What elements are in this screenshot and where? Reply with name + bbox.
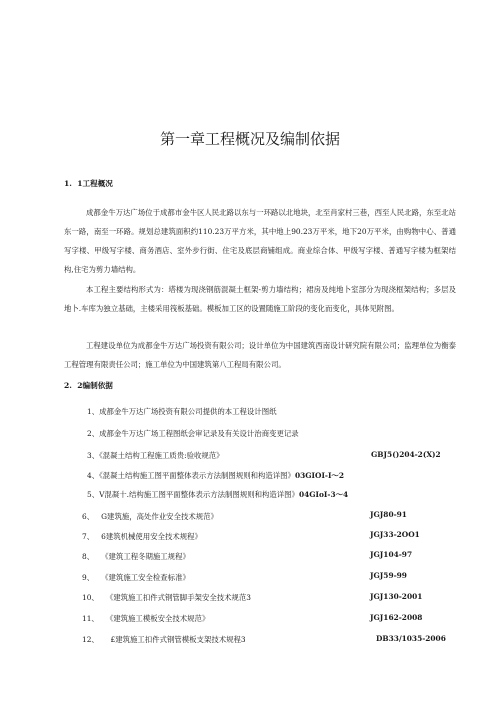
standard-code: JGJ33-2OO1 [370, 530, 420, 539]
standard-code: JGJ80-91 [370, 510, 407, 519]
standard-code: JGJ104-97 [370, 550, 413, 559]
list-item: 10、 《建筑施工扣件式钢管脚手架安全技术规范3 [82, 593, 251, 602]
section-1-heading [64, 178, 113, 189]
standard-code: DB33/1035-2006 [376, 634, 446, 643]
page-title: 第一章工程概况及编制依据 [159, 130, 340, 148]
list-item: 8、 《建筑工程冬期施工规程》 [82, 552, 190, 561]
section-1-number: 1. [64, 179, 72, 188]
list-item: 3、《混凝土结构工程施工质贵:验收规范》 [87, 451, 224, 460]
list-item: 6、 G建筑施，高处作业安全技术规范》 [82, 512, 218, 521]
standard-code: JGJ59-99 [370, 571, 407, 580]
section-2-title: 2编制依据 [77, 381, 113, 390]
standard-code: GBJ5()204-2(X)2 [371, 450, 441, 459]
section-1-title: 1工程概况 [77, 179, 113, 188]
list-item: 1、成都金牛万达广场投资有限公司提供的本工程设计图纸 [87, 407, 277, 416]
standard-code: JGJ130-2001 [370, 592, 423, 601]
list-item: 5、V混凝十.结构施工图平面整体表示方法制图规则和构造详图》04GIoI-3～4 [87, 490, 349, 499]
list-item: 11、 《建筑施工模板安全技术规范》 [82, 614, 210, 623]
section-2-number: 2. [64, 381, 72, 390]
standard-code: JGJ162-2008 [370, 613, 423, 622]
list-item: 9、 《建筑施工安全检查标准》 [82, 573, 190, 582]
standard-code: 04GIoI-3～4 [298, 490, 349, 499]
section-2-heading [64, 380, 113, 391]
list-item: 2、成都金牛万达广场工程图纸会审记录及有关设计治商变更记录 [87, 429, 299, 438]
overview-paragraph-3: 工程建设单位为成都金牛万达广场投资有限公司；设计单位为中国建筑西南设计研究院有限公司；监理单位为衡泰工程管理有限责任公司；施工单位为中国建筑第八工程局有限公司。 [64, 341, 456, 369]
standard-code: 03GIOI-I～2 [294, 471, 344, 480]
overview-paragraph-1: 成都金牛万达广场位于成都市金牛区人民北路以东与一环路以北地块，北至肖家村三巷，西至人民北路，东至北站东一路，南至一环路。规划总建筑面积约110.23万平方米，其中地上90.23万平米，地下20万平米，由购物中心、普通写字楼、甲级写字楼、商务酒店、室外步行街、住宅及底层商铺组成。商业综合体、甲级写字楼、普通写字楼为框架结构,住宅为剪力墙结构。 [64, 208, 456, 274]
list-item: 12、 £建筑施工扣件式钢管模板支架技术规程3 [82, 635, 246, 644]
list-item: 7、 6建筑机械使用安全技术规程》 [82, 532, 202, 541]
list-item: 4、《混凝土结构施工图平面整体表示方法制图规则和构造详图》03GIOI-I～2 [87, 471, 344, 480]
overview-paragraph-2: 本工程主要结构形式为：塔楼为现浇钢筋混凝土框架-剪力墙结构；裙房及纯地卜室部分为现浇框架结构；多层及地卜.车库为独立基础，主楼采用筏板基础。模板加工区的设置随施工阶段的变化而变化，具体见附图。 [64, 285, 456, 313]
